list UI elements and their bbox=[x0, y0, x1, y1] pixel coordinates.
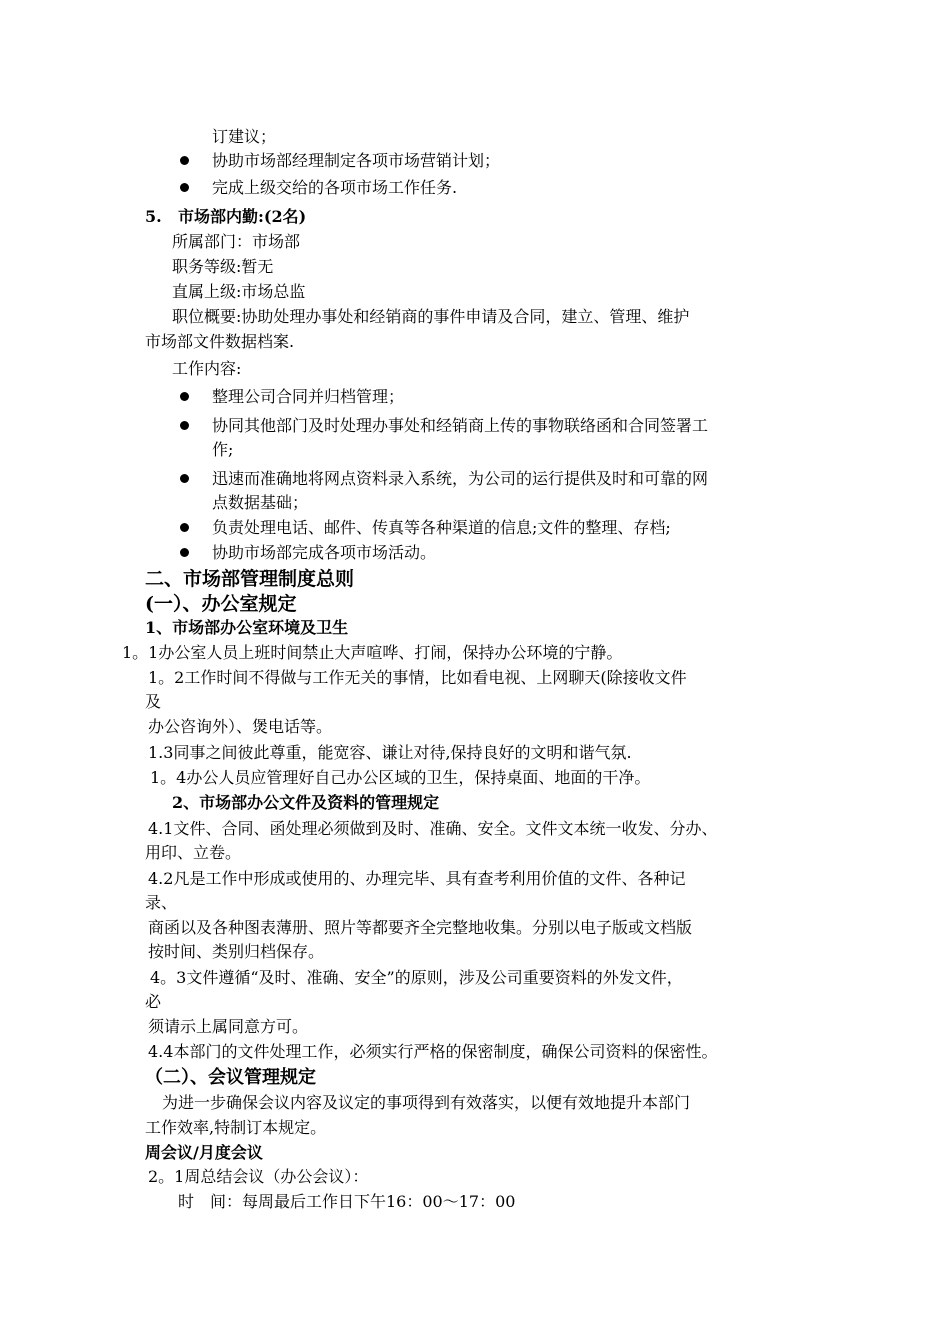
section-number: 5. bbox=[145, 207, 162, 226]
text-line: 须请示上属同意方可。 bbox=[148, 1017, 309, 1036]
text-line: 录、 bbox=[145, 893, 178, 912]
list-item-continuation: 点数据基础； bbox=[212, 493, 309, 512]
text-line: 办公咨询外）、煲电话等。 bbox=[148, 717, 333, 736]
text-line: 2。1周总结会议（办公会议）： bbox=[148, 1167, 369, 1186]
bullet-icon bbox=[180, 421, 189, 430]
text-line: 1.3同事之间彼此尊重，能宽容、谦让对待,保持良好的文明和谐气氛. bbox=[148, 743, 632, 762]
text-line: 市场部文件数据档案. bbox=[145, 332, 295, 351]
subsection-heading: 周会议/月度会议 bbox=[145, 1143, 263, 1162]
text-line: 4。3文件遵循“及时、准确、安全”的原则，涉及公司重要资料的外发文件， bbox=[150, 968, 683, 987]
text-line: 必 bbox=[145, 992, 162, 1011]
text-line: 直属上级:市场总监 bbox=[172, 282, 306, 301]
subsection-heading: 1、市场部办公室环境及卫生 bbox=[145, 618, 349, 637]
text-line: 商函以及各种图表薄册、照片等都要齐全完整地收集。分别以电子版或文档版 bbox=[148, 918, 693, 937]
bullet-icon bbox=[180, 156, 189, 165]
text-line: 按时间、类别归档保存。 bbox=[148, 942, 325, 961]
text-line: 4.4本部门的文件处理工作，必须实行严格的保密制度，确保公司资料的保密性。 bbox=[148, 1042, 718, 1061]
text-line: 1。1办公室人员上班时间禁止大声喧哗、打闹，保持办公环境的宁静。 bbox=[122, 643, 623, 662]
list-item: 迅速而准确地将网点资料录入系统，为公司的运行提供及时和可靠的网 bbox=[212, 469, 709, 488]
bullet-icon bbox=[180, 392, 189, 401]
section-heading: (一）、办公室规定 bbox=[145, 593, 297, 615]
list-item-continuation: 作; bbox=[212, 440, 234, 459]
text-line: 工作效率,特制订本规定。 bbox=[145, 1118, 327, 1137]
bullet-icon bbox=[180, 523, 189, 532]
text-line: 及 bbox=[145, 692, 162, 711]
list-item: 整理公司合同并归档管理； bbox=[212, 387, 405, 406]
bullet-icon bbox=[180, 474, 189, 483]
chapter-heading: 二、市场部管理制度总则 bbox=[145, 568, 355, 590]
subsection-heading: 2、市场部办公文件及资料的管理规定 bbox=[172, 793, 440, 812]
text-line: 职务等级:暂无 bbox=[172, 257, 274, 276]
list-item: 负责处理电话、邮件、传真等各种渠道的信息;文件的整理、存档; bbox=[212, 518, 671, 537]
list-item: 协同其他部门及时处理办事处和经销商上传的事物联络函和合同签署工 bbox=[212, 416, 709, 435]
text-line: 工作内容: bbox=[172, 359, 242, 378]
text-line: 职位概要:协助处理办事处和经销商的事件申请及合同，建立、管理、维护 bbox=[172, 307, 690, 326]
text-line: 订建议； bbox=[212, 127, 277, 146]
text-line: 4.2凡是工作中形成或使用的、办理完毕、具有查考利用价值的文件、各种记 bbox=[148, 869, 686, 888]
list-item: 协助市场部完成各项市场活动。 bbox=[212, 543, 437, 562]
text-line: 1。4办公人员应管理好自己办公区域的卫生，保持桌面、地面的干净。 bbox=[150, 768, 651, 787]
text-line: 4.1文件、合同、函处理必须做到及时、准确、安全。文件文本统一收发、分办、 bbox=[148, 819, 718, 838]
bullet-icon bbox=[180, 548, 189, 557]
text-line: 时 间：每周最后工作日下午16：00～17：00 bbox=[178, 1192, 516, 1211]
text-line: 所属部门：市场部 bbox=[172, 232, 301, 251]
list-item: 协助市场部经理制定各项市场营销计划； bbox=[212, 151, 501, 170]
list-item: 完成上级交给的各项市场工作任务. bbox=[212, 178, 458, 197]
section-heading: 市场部内勤:(2名) bbox=[178, 207, 307, 226]
text-line: 用印、立卷。 bbox=[145, 843, 242, 862]
text-line: 1。2工作时间不得做与工作无关的事情，比如看电视、上网聊天(除接收文件 bbox=[148, 668, 687, 687]
section-heading: （二）、会议管理规定 bbox=[145, 1067, 316, 1088]
bullet-icon bbox=[180, 183, 189, 192]
text-line: 为进一步确保会议内容及议定的事项得到有效落实，以便有效地提升本部门 bbox=[162, 1093, 691, 1112]
